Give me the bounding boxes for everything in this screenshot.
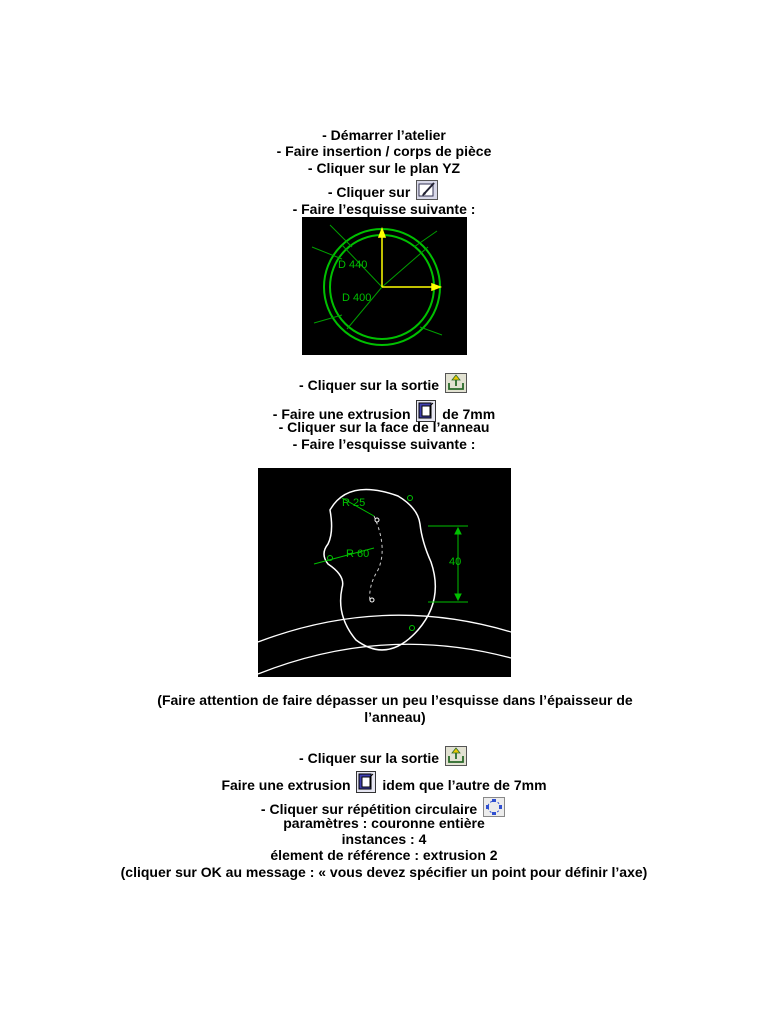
sketch-bean-image (258, 468, 511, 677)
param-instances: instances : 4 (341, 831, 427, 847)
step-click-exit-2 (0, 746, 768, 769)
pad-extrusion-icon[interactable] (356, 771, 376, 796)
step-click-exit-2-text: - Cliquer sur la sortie (299, 750, 440, 766)
step-pad-extrusion-2-depth: idem que l’autre de 7mm (382, 777, 547, 793)
param-reference-element: élement de référence : extrusion 2 (270, 847, 498, 863)
warning-note: (Faire attention de faire dépasser un peu l’esquisse dans l’épaisseur de l’anneau) (157, 692, 633, 725)
sketch2-r60-label: R 60 (346, 548, 370, 560)
sketch2-dim-40-label: 40 (449, 556, 462, 568)
exit-workbench-icon[interactable] (445, 746, 467, 769)
step-pad-extrusion-1-depth: de 7mm (442, 406, 496, 422)
sketcher-icon[interactable] (416, 180, 438, 203)
step-draw-sketch-2: - Faire l’esquisse suivante : (292, 436, 476, 452)
step-pad-extrusion-2 (0, 771, 768, 796)
step-start-workbench: - Démarrer l’atelier (322, 127, 446, 143)
ok-message-instruction: (cliquer sur OK au message : « vous devez spécifier un point pour définir l’axe) (120, 864, 648, 880)
sketch-ring-image (302, 217, 467, 355)
sketch2-r25-label: R 25 (342, 497, 366, 509)
step-click-ring-face: - Cliquer sur la face de l’anneau (278, 419, 490, 435)
step-click-exit-1-text: - Cliquer sur la sortie (299, 377, 440, 393)
step-pad-extrusion-1-text: - Faire une extrusion (272, 406, 411, 422)
sketch1-d-inner-label: D 400 (342, 292, 372, 304)
step-pad-extrusion-2-text: Faire une extrusion (221, 777, 351, 793)
step-circular-pattern-text: - Cliquer sur répétition circulaire (260, 801, 478, 817)
step-click-sketcher-text: - Cliquer sur (327, 184, 411, 200)
step-click-yz-plane: - Cliquer sur le plan YZ (307, 160, 461, 176)
exit-workbench-icon[interactable] (445, 373, 467, 396)
step-click-sketcher (0, 180, 768, 203)
step-click-exit-1 (0, 373, 768, 396)
sketch1-d-outer-label: D 440 (338, 259, 368, 271)
step-draw-sketch-1: - Faire l’esquisse suivante : (292, 201, 476, 217)
step-insert-body: - Faire insertion / corps de pièce (276, 143, 492, 159)
param-full-crown: paramètres : couronne entière (283, 815, 485, 831)
